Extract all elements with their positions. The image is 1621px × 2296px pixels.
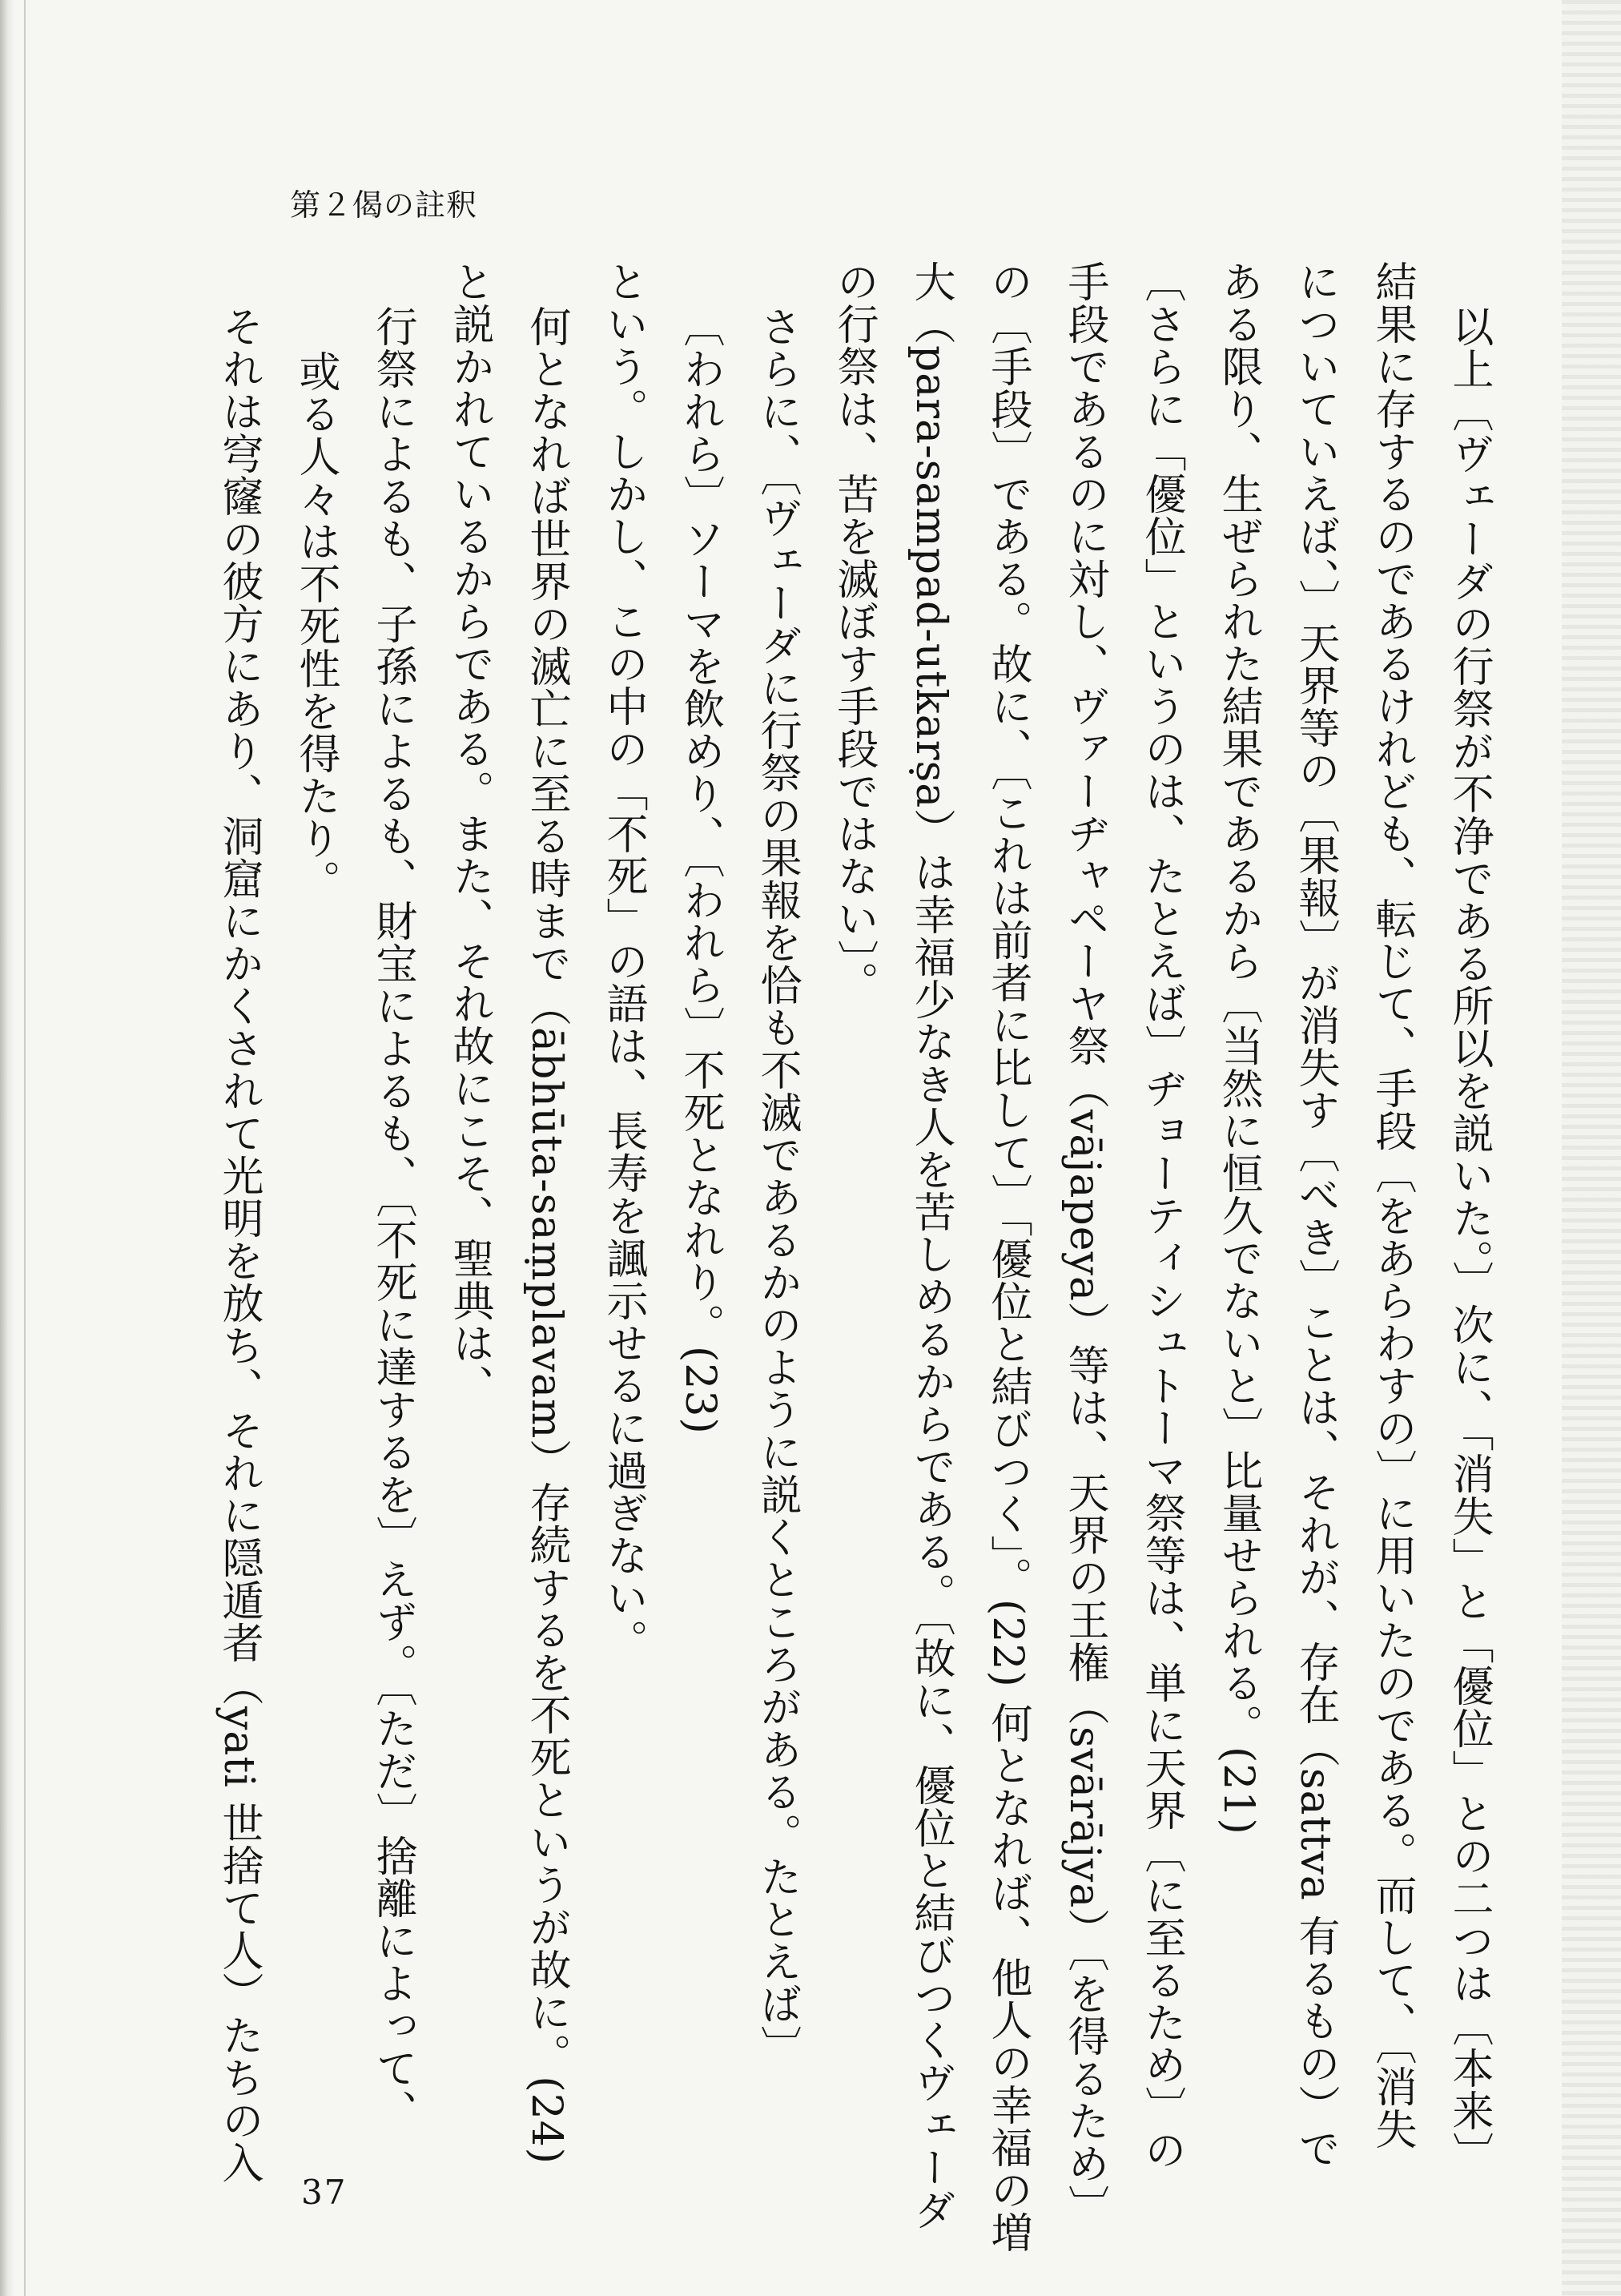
text-line: の〔手段〕である。故に、〔これは前者に比して〕「優位と結びつく」。(22) 何となれば、他人の幸福の増 <box>983 260 1032 2254</box>
text-line: 何となれば世界の滅亡に至る時まで（ābhūta-saṃplavam）存続するを不死というが故に。(24) <box>522 305 570 2165</box>
text-line: 以上〔ヴェーダの行祭が不浄である所以を説いた。〕次に、「消失」と「優位」との二つは〔本来〕 <box>1445 305 1493 2174</box>
text-line: 或る人々は不死性を得たり。 <box>292 350 340 902</box>
text-line: 大（para-sampad-utkarṣa）は幸福少なき人を苦しめるからである。〔故に、優位と結びつくヴェーダ <box>907 260 955 2232</box>
text-line: ある限り、生ぜられた結果であるから〔当然に恒久でないと〕比量せられる。(21) <box>1214 260 1262 1835</box>
text-line: と説かれているからである。また、それ故にこそ、聖典は、 <box>445 260 493 1407</box>
text-line: 結果に存するのであるけれども、転じて、手段〔をあらわすの〕に用いたのである。而して、〔消失 <box>1368 260 1416 2150</box>
text-line: という。しかし、この中の「不死」の語は、長寿を諷示せるに過ぎない。 <box>599 260 647 1662</box>
text-line: 手段であるのに対し、ヴァーヂャペーヤ祭（vājapeya）等は、天界の王権（svārājya）〔を得るため〕 <box>1060 260 1108 2228</box>
text-line: 行祭によるも、子孫によるも、財宝によるも、〔不死に達するを〕えず。〔ただ〕捨離によって、 <box>368 305 416 2132</box>
page-edge-left <box>0 0 14 2296</box>
text-line: それは穹窿の彼方にあり、洞窟にかくされて光明を放ち、それに隠遁者（yati 世捨て人）たちの入 <box>215 305 263 2185</box>
text-line: さらに、〔ヴェーダに行祭の果報を恰も不滅であるかのように説くところがある。たとえば〕 <box>753 305 801 2068</box>
page-number: 37 <box>301 2173 348 2212</box>
text-line: 〔われら〕ソーマを飲めり、〔われら〕不死となれり。(23) <box>676 305 724 1435</box>
page-edge-right <box>1562 0 1621 2296</box>
running-head: 第２偈の註釈 <box>290 187 478 223</box>
text-line: についていえば、〕天界等の〔果報〕が消失す〔べき〕ことは、それが、存在（sattva 有るもの）で <box>1291 260 1339 2170</box>
text-line: 〔さらに「優位」というのは、たとえば〕ヂョーティシュトーマ祭等は、単に天界〔に至るため〕の <box>1137 260 1185 2171</box>
text-line: の行祭は、苦を滅ぼす手段ではない〕。 <box>830 260 878 1004</box>
